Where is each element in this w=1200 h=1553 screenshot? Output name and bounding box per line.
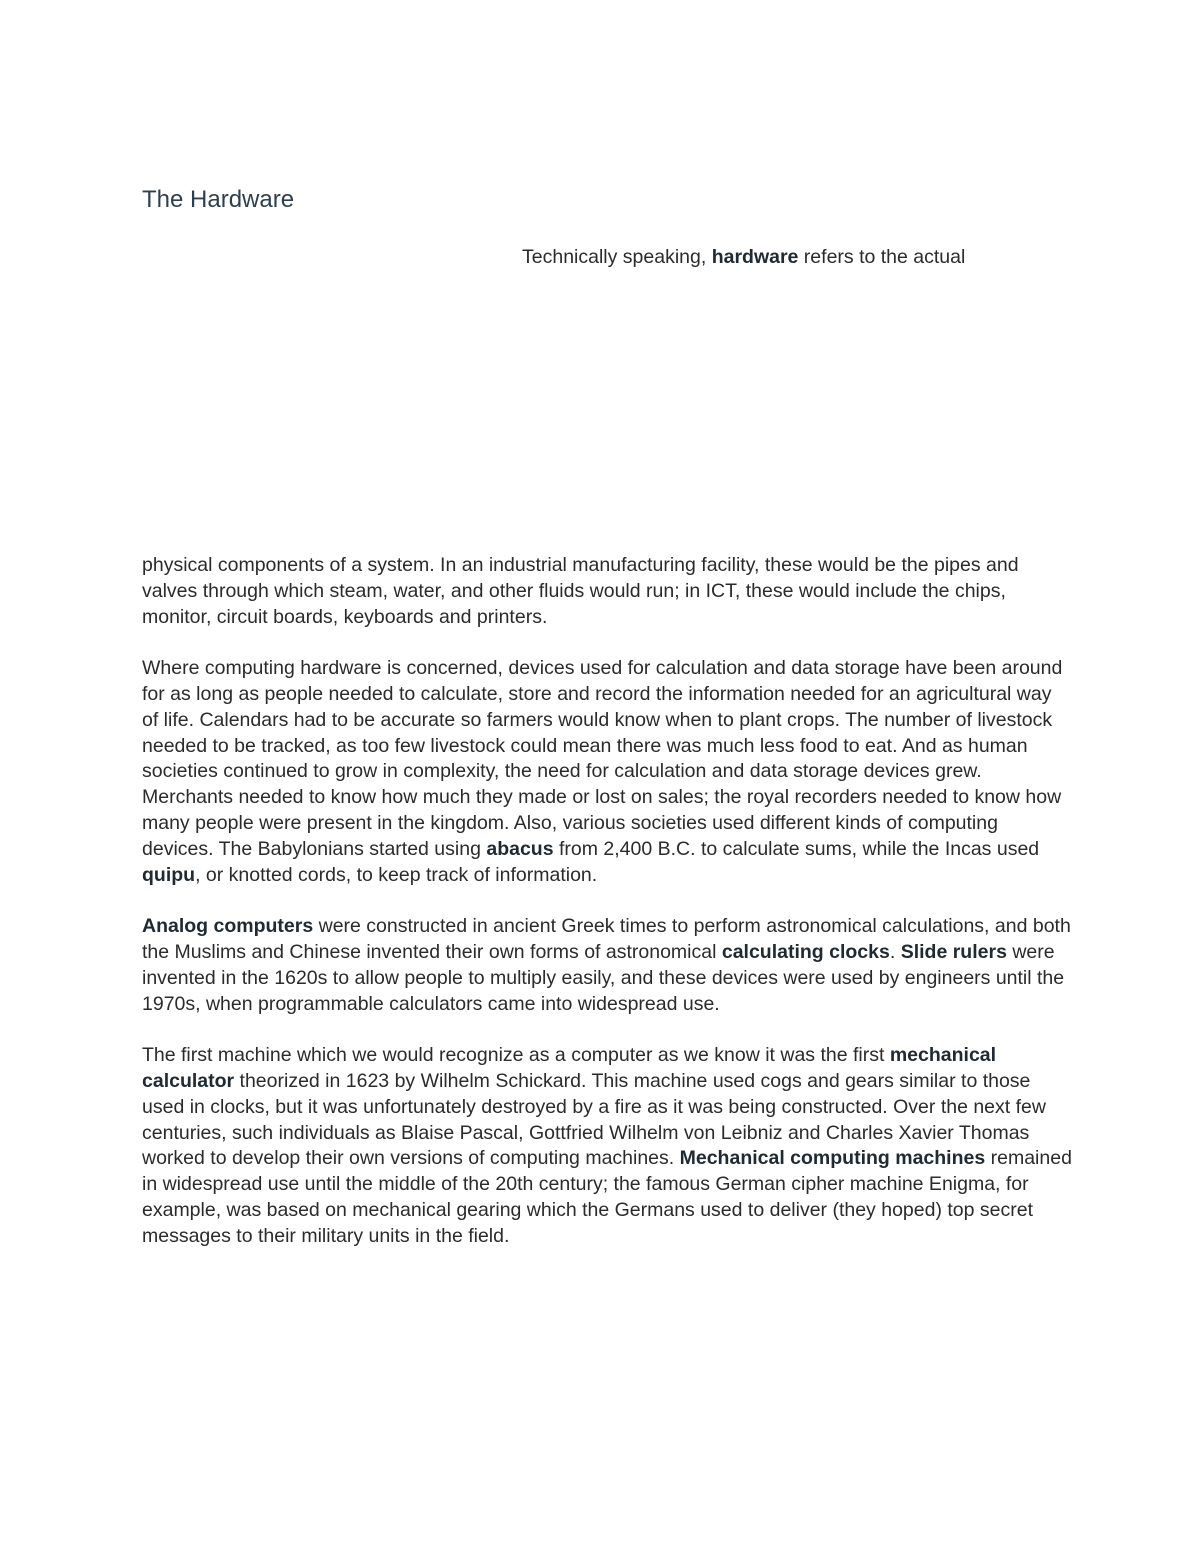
paragraph-computing-history [142, 656, 1072, 888]
page-title: The Hardware [142, 186, 295, 213]
term-calculating-clocks: calculating clocks [721, 940, 890, 963]
body-text [142, 553, 1072, 1275]
intro-text-after: refers to the actual [798, 246, 966, 268]
term-hardware: hardware [711, 246, 799, 268]
intro-text-before: Technically speaking, [522, 246, 712, 268]
paragraph-analog-computers [142, 914, 1072, 1017]
text-span: were constructed in ancient Greek times to perform astronomical calculations, and both the Muslims and Chinese invented their own forms of astronomical [142, 915, 1071, 963]
term-quipu: quipu [142, 863, 196, 886]
term-mechanical-computing-machines: Mechanical computing machines [679, 1147, 986, 1170]
text-span: Where computing hardware is concerned, devices used for calculation and data storage have been around for as long as people needed to calculate, store and record the information needed for an agricultural way of life. Calendars had to be accurate so farmers would know when to plant crops. The number of livestock needed to be tracked, as too few livestock could mean there was much less food to eat. And as human societies continued to grow in complexity, the need for calculation and data storage devices grew. Merchants needed to know how much they made or lost on sales; the royal recorders needed to know how many people were present in the kingdom. Also, various societies used different kinds of computing devices. The Babylonians started using [142, 657, 1063, 860]
term-abacus: abacus [486, 837, 554, 860]
text-span: theorized in 1623 by Wilhelm Schickard. This machine used cogs and gears similar to those used in clocks, but it was unfortunately destroyed by a fire as it was being constructed. Over the next few centuries, such individuals as Blaise Pascal, Gottfried Wilhelm von Leibniz and Charles Xavier Thomas worked to develop their own versions of computing machines. [142, 1069, 1046, 1170]
text-span: were invented in the 1620s to allow people to multiply easily, and these devices were used by engineers until the 1970s, when programmable calculators came into widespread use. [142, 940, 1065, 1015]
text-span: The first machine which we would recognize as a computer as we know it was the first [142, 1044, 890, 1067]
text-span: from 2,400 B.C. to calculate sums, while the Incas used [553, 837, 1040, 860]
paragraph-physical-components: physical components of a system. In an industrial manufacturing facility, these would be the pipes and valves through which steam, water, and other fluids would run; in ICT, these would include the chips, monitor, circuit boards, keyboards and printers. [142, 554, 1019, 628]
text-span: . [889, 940, 901, 963]
term-mechanical-calculator: mechanical calculator [142, 1044, 997, 1092]
text-span: remained in widespread use until the middle of the 20th century; the famous German cipher machine Enigma, for example, was based on mechanical gearing which the Germans used to deliver (they hoped) top secret messages to their military units in the field. [142, 1147, 1072, 1247]
text-span: , or knotted cords, to keep track of information. [195, 863, 598, 886]
intro-line [522, 244, 965, 270]
term-analog-computers: Analog computers [142, 915, 314, 938]
paragraph-mechanical-calculator [142, 1043, 1072, 1249]
term-slide-rulers: Slide rulers [900, 940, 1007, 963]
